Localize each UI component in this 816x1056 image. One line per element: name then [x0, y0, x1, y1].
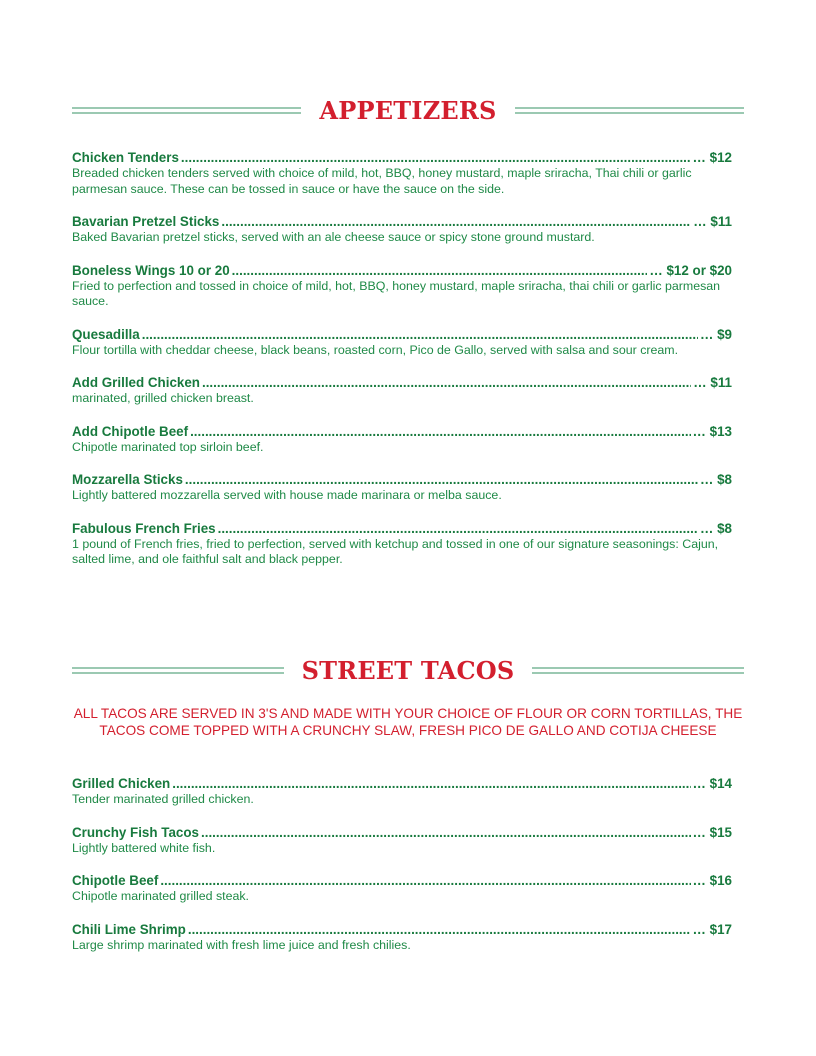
menu-item	[72, 424, 732, 456]
dot-leader	[232, 263, 648, 279]
header-rule-right	[515, 107, 744, 114]
item-description: marinated, grilled chicken breast.	[72, 391, 254, 405]
menu-item	[72, 825, 732, 857]
dot-leader	[202, 375, 691, 391]
dot-leader	[221, 214, 691, 230]
item-description: Lightly battered mozzarella served with house made marinara or melba sauce.	[72, 488, 502, 502]
item-description: Baked Bavarian pretzel sticks, served with an ale cheese sauce or spicy stone ground mustard.	[72, 230, 595, 244]
appetizers-title: APPETIZERS	[319, 95, 497, 125]
item-price: … $14	[692, 776, 732, 791]
item-price: … $8	[699, 520, 732, 536]
item-price: … $12	[692, 150, 732, 165]
dot-leader	[190, 424, 690, 440]
dot-leader	[142, 327, 698, 343]
dot-leader	[181, 150, 691, 166]
menu-item	[72, 214, 732, 246]
item-description: Tender marinated grilled chicken.	[72, 792, 254, 806]
street-tacos-title: STREET TACOS	[301, 655, 515, 685]
dot-leader	[172, 776, 690, 792]
dot-leader	[218, 521, 698, 537]
item-name: Crunchy Fish Tacos	[72, 824, 199, 840]
dot-leader	[185, 472, 698, 488]
item-name: Add Chipotle Beef	[72, 423, 189, 439]
item-price: … $17	[692, 921, 732, 937]
menu-item	[72, 327, 732, 359]
item-description: Chipotle marinated grilled steak.	[72, 889, 250, 903]
menu-item	[72, 375, 732, 407]
item-name: Mozzarella Sticks	[72, 472, 183, 487]
item-description: Large shrimp marinated with fresh lime juice and fresh chilies.	[72, 937, 411, 952]
item-price: … $11	[693, 375, 732, 390]
item-name: Chili Lime Shrimp	[72, 921, 186, 937]
item-price: … $9	[699, 326, 732, 342]
item-description: Chipotle marinated top sirloin beef.	[72, 439, 264, 454]
item-name: Quesadilla	[72, 326, 140, 342]
item-name: Chicken Tenders	[72, 150, 179, 165]
dot-leader	[201, 825, 691, 841]
header-rule-left	[72, 667, 284, 674]
menu-item	[72, 263, 732, 310]
item-name: Chipotle Beef	[72, 873, 159, 888]
menu-item	[72, 472, 732, 504]
street-tacos-header	[72, 652, 744, 688]
item-name: Fabulous French Fries	[72, 520, 216, 536]
item-description: Flour tortilla with cheddar cheese, black beans, roasted corn, Pico de Gallo, served with salsa and sour cream.	[72, 342, 679, 357]
item-price: … $8	[699, 472, 732, 487]
header-rule-left	[72, 107, 301, 114]
item-name: Add Grilled Chicken	[72, 375, 200, 390]
menu-item	[72, 150, 732, 197]
dot-leader	[160, 873, 690, 889]
menu-item	[72, 922, 732, 954]
item-description: Lightly battered white fish.	[72, 840, 216, 855]
header-rule-right	[532, 667, 744, 674]
item-description: Fried to perfection and tossed in choice of mild, hot, BBQ, honey mustard, maple sriracha, thai chili or garlic parmesan sauce.	[72, 278, 721, 308]
item-price: … $15	[692, 824, 732, 840]
item-price: … $11	[693, 214, 732, 229]
appetizers-list	[72, 150, 732, 585]
tacos-note: ALL TACOS ARE SERVED IN 3'S AND MADE WITH YOUR CHOICE OF FLOUR OR CORN TORTILLAS, THE TACOS COME TOPPED WITH A CRUNCHY SLAW, FRESH PICO DE GALLO AND COTIJA CHEESE	[73, 706, 743, 738]
menu-item	[72, 521, 732, 568]
menu-item	[72, 873, 732, 905]
item-price: … $12 or $20	[649, 262, 732, 278]
street-tacos-list	[72, 776, 732, 970]
item-name: Grilled Chicken	[72, 776, 171, 791]
menu-item	[72, 776, 732, 808]
item-price: … $13	[692, 423, 732, 439]
item-name: Bavarian Pretzel Sticks	[72, 214, 220, 229]
appetizers-header	[72, 92, 744, 128]
item-name: Boneless Wings 10 or 20	[72, 262, 230, 278]
dot-leader	[188, 922, 691, 938]
item-description: 1 pound of French fries, fried to perfection, served with ketchup and tossed in one of our signature seasonings: Cajun, salted lime, and ole faithful salt and black pepper.	[72, 536, 719, 566]
item-price: … $16	[692, 873, 732, 888]
item-description: Breaded chicken tenders served with choice of mild, hot, BBQ, honey mustard, maple sriracha, Thai chili or garlic parmesan sauce. These can be tossed in sauce or have the sauce on the side.	[72, 166, 692, 196]
